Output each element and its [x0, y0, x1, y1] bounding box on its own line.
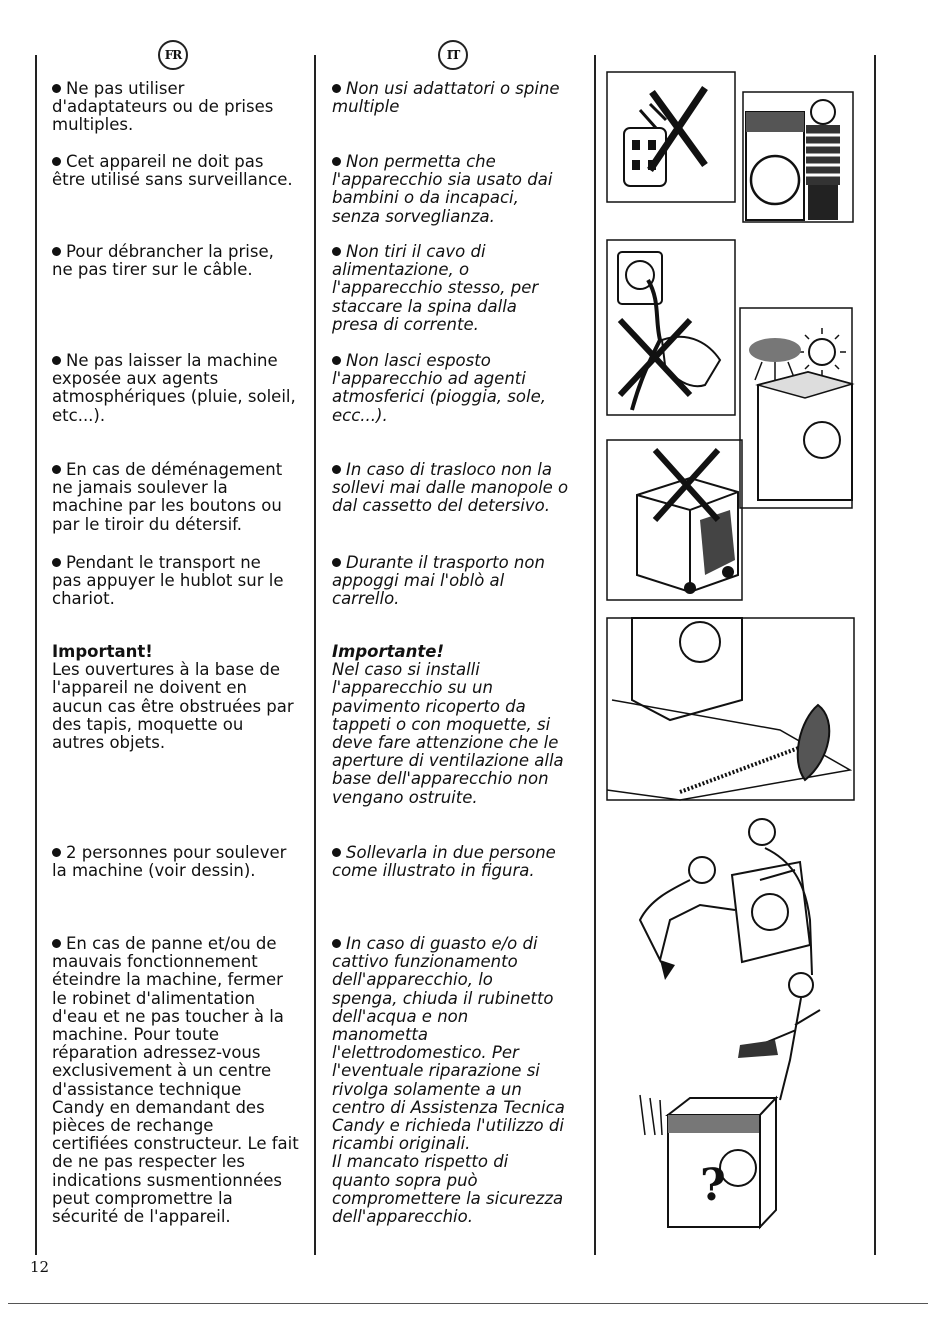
fr-item-text: Ne pas utiliser d'adaptateurs ou de prises multiples. — [52, 79, 274, 135]
two-person-lift-icon — [640, 819, 812, 980]
fr-item-text: Pour débrancher la prise, ne pas tirer sur le câble. — [52, 242, 274, 280]
page-number: 12 — [30, 1258, 50, 1276]
weather-exposure-icon — [740, 308, 852, 508]
fr-important-text: Les ouvertures à la base de l'appareil ne doivent en aucun cas être obstruées par des tapis, moquette ou autres objets. — [52, 660, 294, 753]
repair-service-icon — [640, 973, 820, 1227]
it-language-badge: IT — [438, 40, 468, 70]
unplug-cable-icon — [607, 240, 735, 415]
ventilation-carpet-icon — [607, 618, 854, 800]
fr-language-badge: FR — [158, 40, 188, 70]
it-item-text: Non tiri il cavo di alimentazione, o l'apparecchio stesso, per staccare la spina dalla presa di corrente. — [332, 242, 539, 334]
it-item-text: In caso di guasto e/o di cattivo funzionamento dell'apparecchio, lo spenga, chiuda il rubinetto dell'acqua e non manometta l'elettrodomestico. Per l'eventuale riparazione si rivolga solamente a un centro di Assistenza Tecnica Candy e richieda l'utilizzo di ricambi originali. Il mancato rispetto di quanto sopra può compromettere la sicurezza dell'apparecchio. — [332, 934, 565, 1227]
it-item-text: In caso di trasloco non la sollevi mai dalle manopole o dal cassetto del detersivo. — [332, 460, 569, 516]
it-important-title: Importante! — [332, 642, 444, 661]
fr-item-text: Cet appareil ne doit pas être utilisé sans surveillance. — [52, 152, 293, 190]
child-washer-icon — [743, 92, 853, 222]
it-important-text: Nel caso si installi l'apparecchio su un pavimento ricoperto da tappeti o con moquette, si deve fare attenzione che le aperture di ventilazione alla base dell'apparecchio non vengano ostruite. — [332, 660, 564, 807]
fr-item-text: En cas de déménagement ne jamais soulever la machine par les boutons ou par le tiroir du détersif. — [52, 460, 283, 534]
fr-item-text: 2 personnes pour soulever la machine (voir dessin). — [52, 843, 287, 881]
fr-item-text: Ne pas laisser la machine exposée aux agents atmosphériques (pluie, soleil, etc...). — [52, 351, 296, 425]
question-mark-icon: ? — [700, 1160, 726, 1211]
it-item-text: Non usi adattatori o spine multiple — [332, 79, 560, 117]
it-item-text: Durante il trasporto non appoggi mai l'oblò al carrello. — [332, 553, 545, 609]
it-item-text: Sollevarla in due persone come illustrato in figura. — [332, 843, 556, 881]
no-adapter-icon — [607, 72, 735, 202]
it-item-text: Non lasci esposto l'apparecchio ad agenti atmosferici (pioggia, sole, ecc...). — [332, 351, 546, 425]
fr-item-text: En cas de panne et/ou de mauvais fonctionnement éteindre la machine, fermer le robinet d'alimentation d'eau et ne pas toucher à la machine. Pour toute réparation adressez-vous exclusivement à un centre d'assistance technique Candy en demandant des pièces de rechange certifiées constructeur. Le fait de ne pas respecter les indications susmentionnées peut compromettre la sécurité de l'appareil. — [52, 934, 299, 1227]
no-lift-by-knobs-icon — [607, 440, 742, 600]
it-item-text: Non permetta che l'apparecchio sia usato dai bambini o da incapaci, senza sorveglianza. — [332, 152, 553, 226]
fr-item-text: Pendant le transport ne pas appuyer le hublot sur le chariot. — [52, 553, 284, 609]
fr-important-title: Important! — [52, 642, 153, 661]
